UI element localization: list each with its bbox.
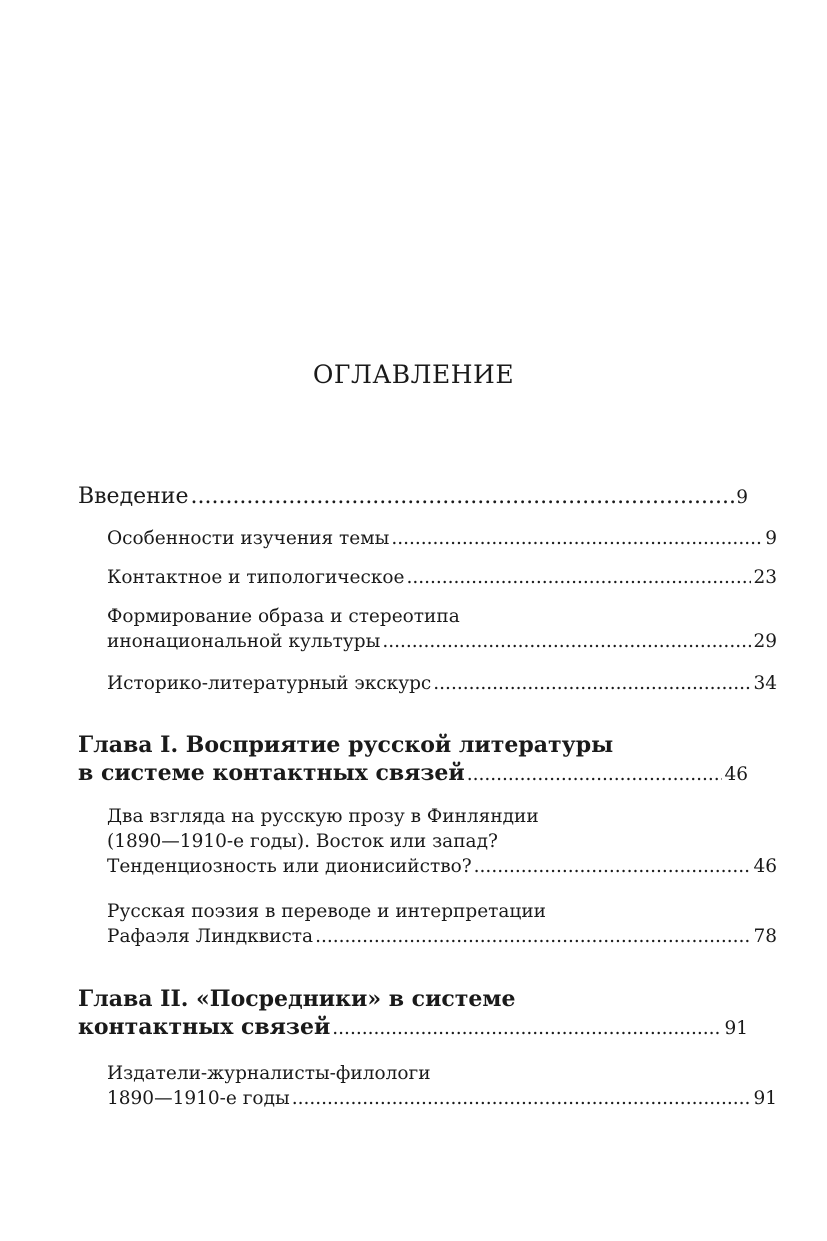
toc-page-number: 9 bbox=[765, 528, 777, 549]
toc-intro-item-2[interactable] bbox=[78, 567, 777, 588]
dot-leader bbox=[433, 673, 751, 694]
toc-entry-label: Введение bbox=[78, 484, 189, 509]
toc-page-number: 78 bbox=[753, 926, 777, 947]
dot-leader bbox=[292, 1088, 752, 1109]
toc-chapter-1-item-1[interactable] bbox=[78, 806, 777, 877]
toc-page-number: 46 bbox=[724, 764, 748, 785]
toc-chapter-1-item-2[interactable] bbox=[78, 901, 777, 947]
page-title: ОГЛАВЛЕНИЕ bbox=[312, 360, 515, 389]
toc-intro-item-1[interactable] bbox=[78, 528, 777, 549]
toc-entry-label: инонациональной культуры bbox=[107, 631, 381, 652]
toc-chapter-1[interactable] bbox=[78, 732, 748, 786]
toc-entry-line: Издатели-журналисты-филологи bbox=[107, 1063, 431, 1084]
toc-intro-item-4[interactable] bbox=[78, 673, 777, 694]
toc-chapter-2[interactable] bbox=[78, 986, 748, 1040]
toc-page-number: 46 bbox=[753, 856, 777, 877]
dot-leader bbox=[467, 764, 723, 785]
toc-page-number: 29 bbox=[753, 631, 777, 652]
toc-entry-label: Особенности изучения темы bbox=[107, 528, 390, 549]
toc-entry-line: Формирование образа и стереотипа bbox=[107, 606, 460, 627]
toc-page-number: 91 bbox=[724, 1018, 748, 1039]
toc-chapter-2-item-1[interactable] bbox=[78, 1063, 777, 1109]
toc-chapter-title-line: Глава II. «Посредники» в системе bbox=[78, 986, 516, 1012]
toc-page-number: 9 bbox=[736, 487, 748, 508]
dot-leader bbox=[190, 484, 734, 509]
toc-entry-label: 1890—1910-е годы bbox=[107, 1088, 290, 1109]
toc-entry-label: контактных связей bbox=[78, 1014, 331, 1040]
dot-leader bbox=[382, 631, 751, 652]
toc-intro[interactable] bbox=[78, 484, 748, 509]
toc-page-number: 34 bbox=[753, 673, 777, 694]
toc-page-number: 91 bbox=[753, 1088, 777, 1109]
dot-leader bbox=[391, 528, 763, 549]
toc-entry-label: Контактное и типологическое bbox=[107, 567, 405, 588]
toc-entry-label: в системе контактных связей bbox=[78, 760, 465, 786]
dot-leader bbox=[315, 926, 751, 947]
toc-entry-line: Русская поэзия в переводе и интерпретации bbox=[107, 901, 546, 922]
toc-entry-label: Историко-литературный экскурс bbox=[107, 673, 432, 694]
dot-leader bbox=[407, 567, 752, 588]
toc-entry-line: Два взгляда на русскую прозу в Финляндии bbox=[107, 806, 539, 827]
toc-entry-label: Тенденциозность или дионисийство? bbox=[107, 856, 472, 877]
toc-page-number: 23 bbox=[753, 567, 777, 588]
toc-entry-line: (1890—1910-е годы). Восток или запад? bbox=[107, 831, 498, 852]
toc-chapter-title-line: Глава I. Восприятие русской литературы bbox=[78, 732, 614, 758]
toc-intro-item-3[interactable] bbox=[78, 606, 777, 652]
dot-leader bbox=[332, 1018, 722, 1039]
dot-leader bbox=[474, 856, 752, 877]
toc-entry-label: Рафаэля Линдквиста bbox=[107, 926, 314, 947]
